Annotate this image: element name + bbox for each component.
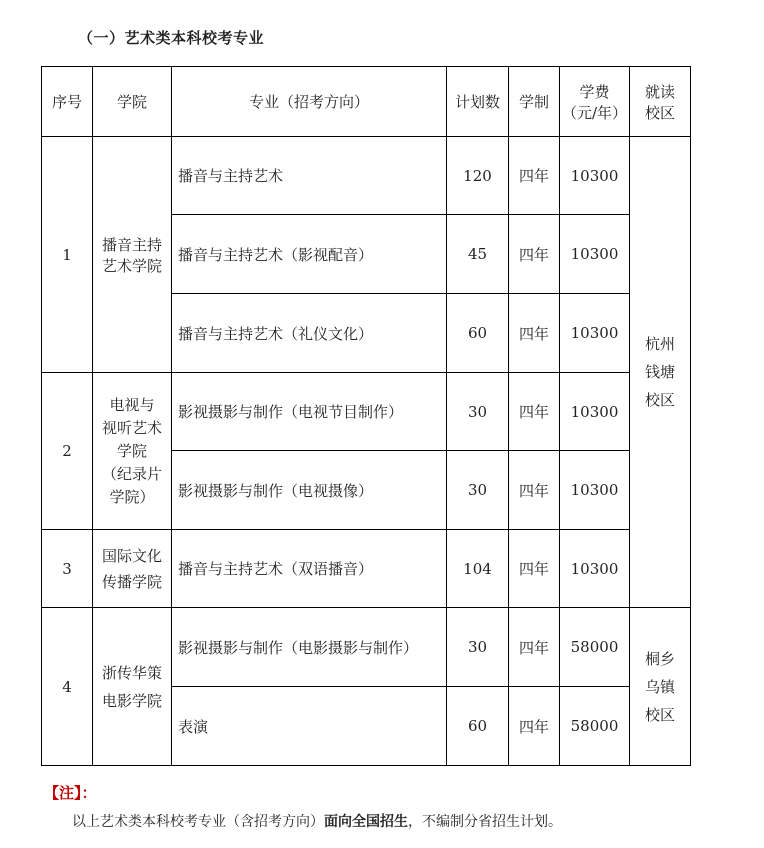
- major-cell: 影视摄影与制作（电视节目制作）: [172, 373, 447, 451]
- fee-cell: 10300: [560, 530, 630, 608]
- duration-cell: 四年: [509, 687, 560, 766]
- header-plan: 计划数: [447, 67, 509, 137]
- college-cell: [93, 373, 172, 530]
- college-line: 国际文化: [101, 546, 162, 565]
- header-fee-line1: 学费: [579, 82, 610, 101]
- campus-line: 校区: [644, 391, 675, 409]
- majors-table: [41, 66, 691, 766]
- college-line: 电视与: [109, 395, 155, 414]
- college-line: 学院: [116, 441, 147, 460]
- header-college: 学院: [93, 67, 172, 137]
- header-duration: 学制: [509, 67, 560, 137]
- college-cell: [93, 608, 172, 766]
- college-cell: [93, 137, 172, 373]
- fee-cell: 58000: [560, 608, 630, 687]
- college-cell: [93, 530, 172, 608]
- duration-cell: 四年: [509, 215, 560, 294]
- plan-cell: 30: [447, 608, 509, 687]
- plan-cell: 60: [447, 294, 509, 373]
- college-line: （纪录片: [101, 464, 162, 483]
- plan-cell: 120: [447, 137, 509, 215]
- college-line: 艺术学院: [101, 256, 162, 275]
- table-row: [42, 608, 691, 687]
- major-cell: 播音与主持艺术: [172, 137, 447, 215]
- campus-line: 钱塘: [644, 363, 675, 381]
- fee-cell: 58000: [560, 687, 630, 766]
- note-text-bold: 面向全国招生: [324, 814, 408, 830]
- major-cell: 播音与主持艺术（礼仪文化）: [172, 294, 447, 373]
- plan-cell: 60: [447, 687, 509, 766]
- header-campus-line1: 就读: [644, 82, 675, 101]
- college-line: 电影学院: [101, 691, 162, 710]
- major-cell: 播音与主持艺术（影视配音）: [172, 215, 447, 294]
- note-text-after: ，不编制分省招生计划。: [408, 814, 562, 830]
- duration-cell: 四年: [509, 530, 560, 608]
- duration-cell: 四年: [509, 608, 560, 687]
- fee-cell: 10300: [560, 215, 630, 294]
- seq-cell: 4: [42, 608, 93, 766]
- plan-cell: 45: [447, 215, 509, 294]
- campus-line: 桐乡: [644, 649, 675, 668]
- college-line: 视听艺术: [101, 418, 162, 437]
- header-campus-line2: 校区: [644, 103, 675, 122]
- seq-cell: 2: [42, 373, 93, 530]
- seq-cell: 3: [42, 530, 93, 608]
- duration-cell: 四年: [509, 294, 560, 373]
- plan-cell: 30: [447, 451, 509, 530]
- major-cell: 影视摄影与制作（电视摄像）: [172, 451, 447, 530]
- fee-cell: 10300: [560, 373, 630, 451]
- campus-line: 杭州: [644, 335, 675, 353]
- table-row: [42, 373, 691, 451]
- fee-cell: 10300: [560, 137, 630, 215]
- fee-cell: 10300: [560, 294, 630, 373]
- note-label: 【注】：: [44, 784, 97, 802]
- note-text: [72, 811, 562, 831]
- header-seq: 序号: [42, 67, 93, 137]
- table-row: [42, 137, 691, 215]
- major-cell: 影视摄影与制作（电影摄影与制作）: [172, 608, 447, 687]
- campus-line: 乌镇: [644, 677, 675, 696]
- major-cell: 表演: [172, 687, 447, 766]
- plan-cell: 104: [447, 530, 509, 608]
- section-heading: （一）艺术类本科校考专业: [78, 29, 265, 47]
- duration-cell: 四年: [509, 451, 560, 530]
- campus-cell: [630, 137, 691, 608]
- major-cell: 播音与主持艺术（双语播音）: [172, 530, 447, 608]
- fee-cell: 10300: [560, 451, 630, 530]
- header-campus: [630, 67, 691, 137]
- header-fee-line2: （元/年）: [561, 103, 628, 122]
- header-major: 专业（招考方向）: [172, 67, 447, 137]
- campus-cell: [630, 608, 691, 766]
- header-fee: [560, 67, 630, 137]
- duration-cell: 四年: [509, 373, 560, 451]
- college-line: 学院）: [109, 487, 155, 506]
- table-row: [42, 530, 691, 608]
- college-line: 传播学院: [101, 572, 162, 591]
- duration-cell: 四年: [509, 137, 560, 215]
- note-text-before: 以上艺术类本科校考专业（含招考方向）: [72, 814, 324, 830]
- seq-cell: 1: [42, 137, 93, 373]
- campus-line: 校区: [644, 705, 675, 724]
- college-line: 浙传华策: [101, 663, 162, 682]
- table-header-row: [42, 67, 691, 137]
- plan-cell: 30: [447, 373, 509, 451]
- college-line: 播音主持: [101, 235, 162, 254]
